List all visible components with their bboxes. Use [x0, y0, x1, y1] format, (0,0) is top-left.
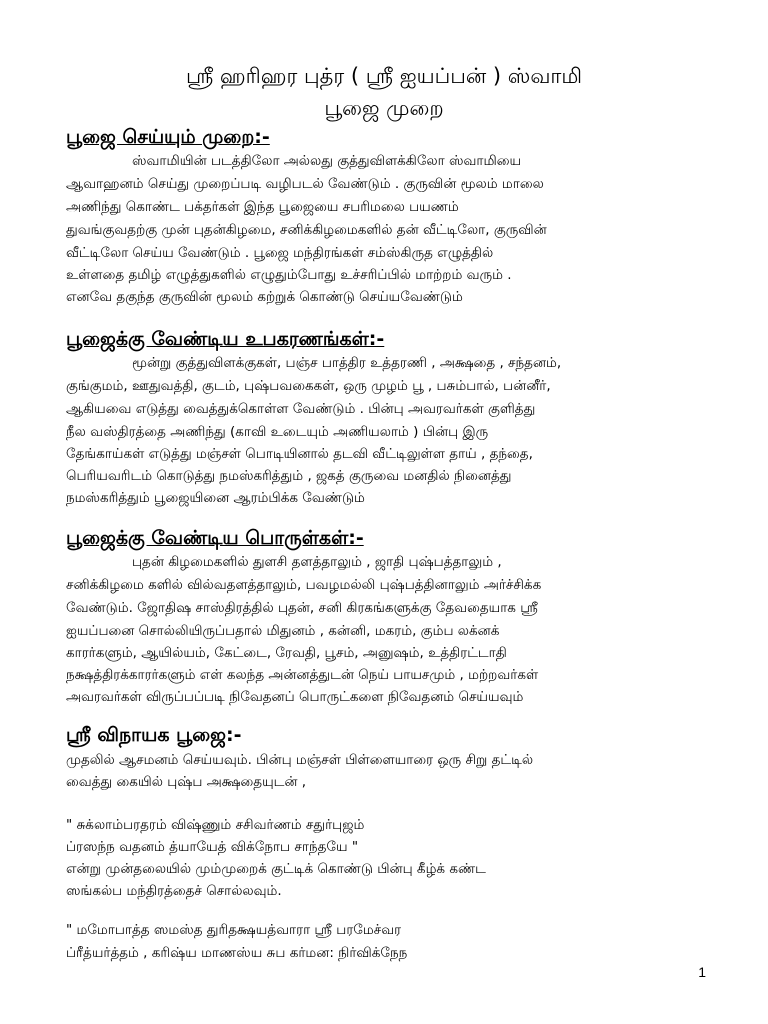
section-heading-required-materials: பூஜைக்கு வேண்டிய பொருள்கள்:-: [66, 527, 364, 549]
paragraph-line: எனவே தகுந்த குருவின் மூலம் கற்றுக் கொண்டு செய்யவேண்டும்: [66, 289, 463, 305]
paragraph-line: தேங்காய்கள் எடுத்து மஞ்சள் பொடியினால் தடவி வீட்டிலுள்ள தாய் , தந்தை,: [66, 446, 533, 462]
title-line-1: ஸ்ரீ ஹரிஹர புத்ர ( ஸ்ரீ ஐயப்பன் ) ஸ்வாமி: [185, 64, 583, 88]
paragraph-line: உள்ளதை தமிழ் எழுத்துகளில் எழுதும்போது உச்சரிப்பில் மாற்றம் வரும் .: [66, 267, 512, 283]
paragraph-line: என்று முன்தலையில் மும்முறைக் குட்டிக் கொண்டு பின்பு கீழ்க் கண்ட: [66, 861, 486, 877]
paragraph-line: துவங்குவதற்கு முன் புதன்கிழமை, சனிக்கிழமைகளில் தன் வீட்டிலோ, குருவின்: [66, 222, 547, 238]
mantra-line: ப்ரஸந்ந வதனம் த்யாயேத் விக்நோப சாந்தயே ": [66, 839, 359, 855]
paragraph-line: ஐயப்பனை சொல்லியிருப்பதால் மிதுனம் , கன்னி, மகரம், கும்ப லக்னக்: [66, 623, 500, 639]
paragraph-line: ஆகியவை எடுத்து வைத்துக்கொள்ள வேண்டும் . பின்பு அவரவர்கள் குளித்து: [66, 401, 536, 417]
paragraph-line: சனிக்கிழமை களில் வில்வதளத்தாலும், பவழமல்லி புஷ்பத்தினாலும் அர்ச்சிக்க: [66, 577, 542, 593]
section-heading-vinayaka-puja: ஸ்ரீ விநாயக பூஜை:-: [66, 724, 242, 746]
paragraph-line: வீட்டிலோ செய்ய வேண்டும் . பூஜை மந்திரங்கள் சம்ஸ்கிருத எழுத்தில்: [66, 245, 494, 261]
mantra-line: " மமோபாத்த ஸமஸ்த துரிதக்ஷயத்வாரா ஸ்ரீ பரமேச்வர: [66, 922, 402, 938]
title-line-2: பூஜை முறை: [324, 96, 444, 120]
paragraph-line: ஸங்கல்ப மந்திரத்தைச் சொல்லவும்.: [66, 883, 282, 899]
paragraph-line: வைத்து கையில் புஷ்ப அக்ஷதையுடன் ,: [66, 774, 307, 790]
paragraph-line: ஸ்வாமியின் படத்திலோ அல்லது குத்துவிளக்கிலோ ஸ்வாமியை: [132, 153, 522, 169]
paragraph-line: ஆவாஹனம் செய்து முறைப்படி வழிபடல் வேண்டும் . குருவின் மூலம் மாலை: [66, 176, 544, 192]
section-heading-required-items: பூஜைக்கு வேண்டிய உபகரணங்கள்:-: [66, 328, 385, 350]
paragraph-line: அவரவர்கள் விருப்பப்படி நிவேதனப் பொருட்களை நிவேதனம் செய்யவும்: [66, 689, 524, 705]
section-heading-puja-method: பூஜை செய்யும் முறை:-: [66, 126, 270, 148]
paragraph-line: குங்குமம், ஊதுவத்தி, குடம், புஷ்பவகைகள், ஒரு முழம் பூ , பசும்பால், பன்னீர்,: [66, 378, 551, 394]
paragraph-line: வேண்டும். ஜோதிஷ சாஸ்திரத்தில் புதன், சனி கிரகங்களுக்கு தேவதையாக ஸ்ரீ: [66, 600, 538, 616]
page-number: 1: [698, 964, 706, 980]
paragraph-line: மூன்று குத்துவிளக்குகள், பஞ்ச பாத்திர உத்தரணி , அக்ஷதை , சந்தனம்,: [132, 355, 562, 371]
paragraph-line: காரர்களும், ஆயில்யம், கேட்டை, ரேவதி, பூசம், அனுஷம், உத்திரட்டாதி: [66, 645, 507, 661]
paragraph-line: நக்ஷத்திரக்காரர்களும் எள் கலந்த அன்னத்துடன் நெய் பாயசமும் , மற்றவர்கள்: [66, 667, 539, 683]
paragraph-line: பெரியவரிடம் கொடுத்து நமஸ்கரித்தும் , ஜகத் குருவை மனதில் நினைத்து: [66, 468, 512, 484]
paragraph-line: அணிந்து கொண்ட பக்தர்கள் இந்த பூஜையை சபரிமலை பயணம்: [66, 199, 459, 215]
mantra-line: " சுக்லாம்பரதரம் விஷ்ணும் சசிவர்ணம் சதுர்புஜம்: [66, 817, 365, 833]
paragraph-line: நமஸ்கரித்தும் பூஜையினை ஆரம்பிக்க வேண்டும்: [66, 490, 365, 506]
paragraph-line: முதலில் ஆசமனம் செய்யவும். பின்பு மஞ்சள் பிள்ளையாரை ஒரு சிறு தட்டில்: [66, 752, 534, 768]
paragraph-line: புதன் கிழமைகளில் துளசி தளத்தாலும் , ஜாதி புஷ்பத்தாலும் ,: [132, 554, 502, 570]
paragraph-line: நீல வஸ்திரத்தை அணிந்து (காவி உடையும் அணியலாம் ) பின்பு இரு: [66, 424, 489, 440]
mantra-line: ப்ரீத்யர்த்தம் , கரிஷ்ய மாணஸ்ய சுப கர்மன: நிர்விக்நேந: [66, 945, 408, 961]
